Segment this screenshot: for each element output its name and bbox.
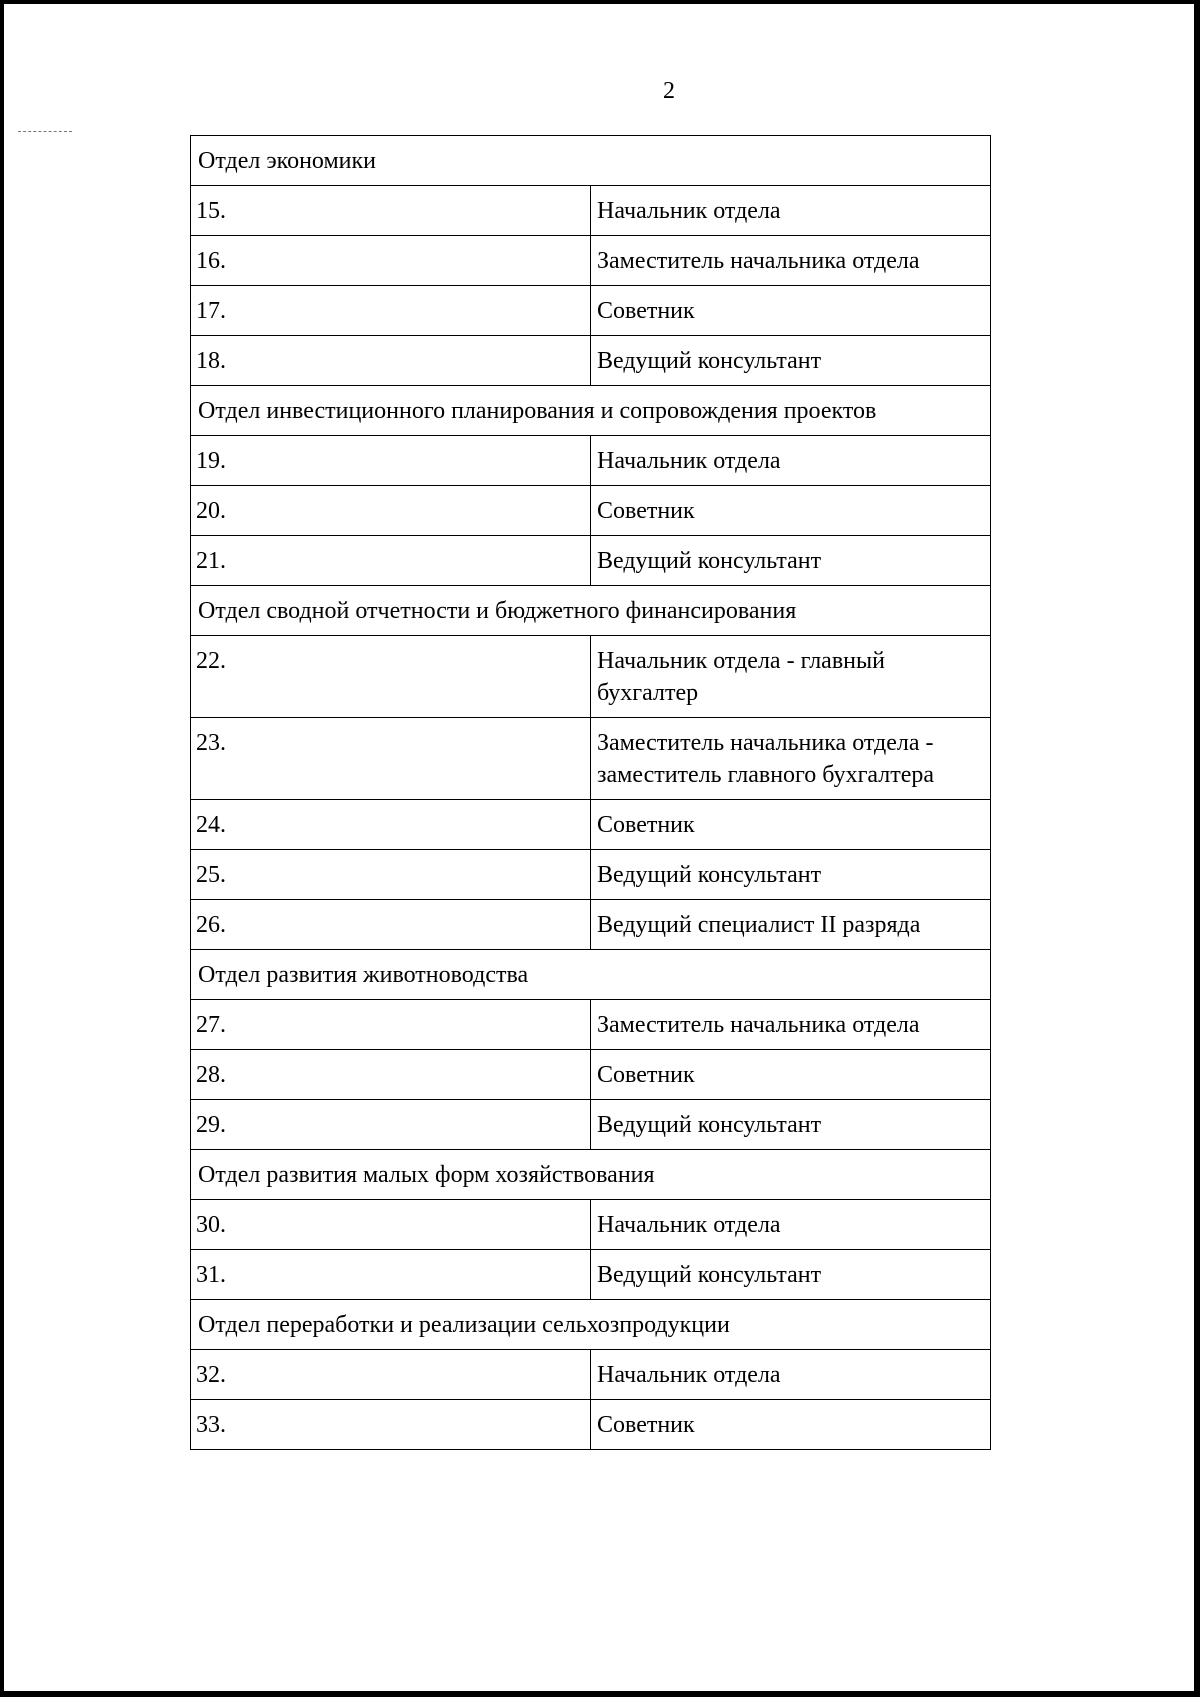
position-title: Заместитель начальника отдела — [591, 236, 991, 286]
position-row — [191, 286, 991, 336]
row-number: 18. — [191, 336, 591, 386]
position-row — [191, 186, 991, 236]
department-row — [191, 1300, 991, 1350]
position-row — [191, 336, 991, 386]
department-name: Отдел инвестиционного планирования и сопровождения проектов — [191, 386, 991, 436]
document-page — [4, 4, 1194, 1691]
position-row — [191, 900, 991, 950]
department-row — [191, 1150, 991, 1200]
position-title: Советник — [591, 1050, 991, 1100]
position-row — [191, 1250, 991, 1300]
position-row — [191, 636, 991, 718]
position-title: Заместитель начальника отдела - заместитель главного бухгалтера — [591, 718, 991, 800]
row-number: 20. — [191, 486, 591, 536]
department-row — [191, 386, 991, 436]
position-row — [191, 1000, 991, 1050]
position-title: Ведущий консультант — [591, 336, 991, 386]
department-name: Отдел экономики — [191, 136, 991, 186]
position-row — [191, 718, 991, 800]
position-row — [191, 850, 991, 900]
scan-artifact-mark — [18, 131, 72, 132]
position-title: Начальник отдела — [591, 1200, 991, 1250]
row-number: 26. — [191, 900, 591, 950]
row-number: 21. — [191, 536, 591, 586]
row-number: 29. — [191, 1100, 591, 1150]
position-row — [191, 1100, 991, 1150]
position-title: Ведущий специалист II разряда — [591, 900, 991, 950]
position-title: Ведущий консультант — [591, 536, 991, 586]
position-title: Начальник отдела — [591, 186, 991, 236]
position-title: Начальник отдела — [591, 1350, 991, 1400]
department-row — [191, 136, 991, 186]
position-row — [191, 1350, 991, 1400]
position-row — [191, 536, 991, 586]
position-row — [191, 436, 991, 486]
department-row — [191, 586, 991, 636]
position-row — [191, 1050, 991, 1100]
position-title: Советник — [591, 800, 991, 850]
position-title: Ведущий консультант — [591, 1100, 991, 1150]
row-number: 22. — [191, 636, 591, 718]
department-name: Отдел развития малых форм хозяйствования — [191, 1150, 991, 1200]
row-number: 16. — [191, 236, 591, 286]
row-number: 31. — [191, 1250, 591, 1300]
row-number: 33. — [191, 1400, 591, 1450]
position-title: Начальник отдела — [591, 436, 991, 486]
position-title: Советник — [591, 1400, 991, 1450]
position-row — [191, 1400, 991, 1450]
row-number: 32. — [191, 1350, 591, 1400]
department-row — [191, 950, 991, 1000]
position-title: Ведущий консультант — [591, 1250, 991, 1300]
row-number: 25. — [191, 850, 591, 900]
position-title: Начальник отдела - главный бухгалтер — [591, 636, 991, 718]
row-number: 27. — [191, 1000, 591, 1050]
position-row — [191, 486, 991, 536]
row-number: 15. — [191, 186, 591, 236]
department-name: Отдел развития животноводства — [191, 950, 991, 1000]
positions-table — [190, 135, 991, 1450]
row-number: 28. — [191, 1050, 591, 1100]
position-row — [191, 236, 991, 286]
position-title: Советник — [591, 286, 991, 336]
row-number: 30. — [191, 1200, 591, 1250]
position-title: Заместитель начальника отдела — [591, 1000, 991, 1050]
department-name: Отдел сводной отчетности и бюджетного финансирования — [191, 586, 991, 636]
position-row — [191, 800, 991, 850]
page-number: 2 — [663, 78, 675, 104]
department-name: Отдел переработки и реализации сельхозпродукции — [191, 1300, 991, 1350]
row-number: 17. — [191, 286, 591, 336]
row-number: 24. — [191, 800, 591, 850]
row-number: 23. — [191, 718, 591, 800]
position-title: Ведущий консультант — [591, 850, 991, 900]
position-title: Советник — [591, 486, 991, 536]
row-number: 19. — [191, 436, 591, 486]
position-row — [191, 1200, 991, 1250]
